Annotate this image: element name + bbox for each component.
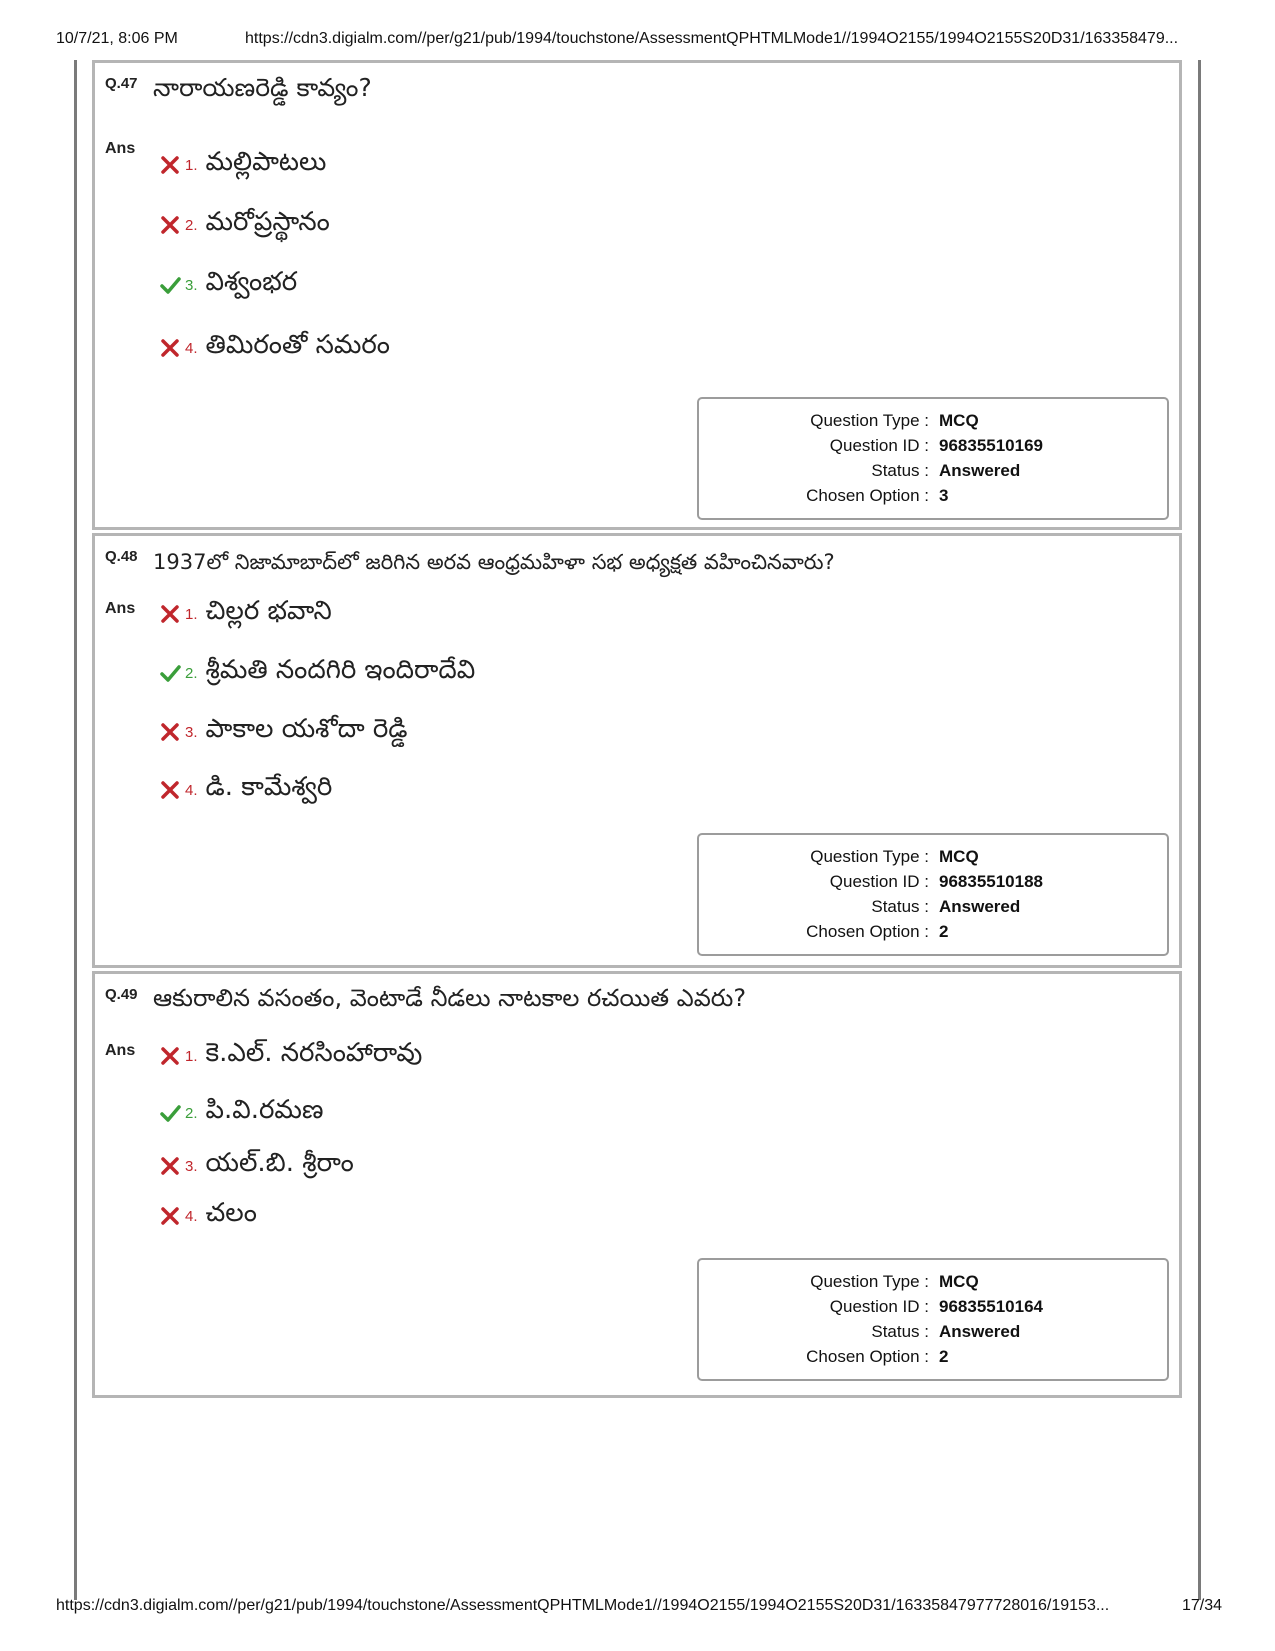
- option-4: [159, 1199, 257, 1233]
- question-number: Q.47: [105, 75, 138, 92]
- cross-icon: [159, 214, 181, 236]
- question-panel-49: [92, 971, 1182, 1398]
- page-number: 17/34: [1182, 1597, 1223, 1614]
- question-text: 1937లో నిజామాబాద్‌లో జరిగిన అరవ ఆంధ్రమహిళా సభ అధ్యక్షత వహించినవారు?: [153, 550, 835, 574]
- page-right-border: [1198, 60, 1201, 1600]
- print-header-url: https://cdn3.digialm.com//per/g21/pub/1994/touchstone/AssessmentQPHTMLMode1//1994O2155/1994O2155S20D31/163358479...: [245, 30, 1179, 47]
- chosen-option-value: 2: [939, 1347, 949, 1366]
- question-type-label: Question Type :: [810, 847, 929, 866]
- option-text: చిల్లర భవాని: [205, 596, 332, 626]
- question-number: Q.49: [105, 986, 138, 1003]
- option-2: [159, 656, 475, 690]
- status-value: Answered: [939, 897, 1021, 916]
- check-icon: [159, 274, 181, 296]
- question-type-value: MCQ: [939, 1272, 979, 1291]
- question-id-label: Question ID :: [829, 436, 929, 455]
- option-text: శ్రీమతి నందగిరి ఇందిరాదేవి: [205, 655, 476, 685]
- option-text: పి.వి.రమణ: [205, 1095, 324, 1125]
- question-id-label: Question ID :: [829, 872, 929, 891]
- question-id-label: Question ID :: [829, 1297, 929, 1316]
- question-text: నారాయణరెడ్డి కావ్యం?: [153, 73, 372, 102]
- option-number: 3.: [185, 723, 198, 741]
- chosen-option-label: Chosen Option :: [806, 1347, 929, 1366]
- cross-icon: [159, 779, 181, 801]
- question-id-value: 96835510164: [939, 1297, 1044, 1316]
- chosen-option-label: Chosen Option :: [806, 922, 929, 941]
- cross-icon: [159, 1045, 181, 1067]
- option-text: డి. కామేశ్వరి: [205, 772, 333, 802]
- status-label: Status :: [871, 897, 929, 916]
- option-1: [159, 148, 326, 182]
- print-datetime: 10/7/21, 8:06 PM: [56, 30, 178, 47]
- option-text: కె.ఎల్. నరసింహారావు: [205, 1038, 423, 1068]
- option-number: 1.: [185, 1047, 198, 1065]
- check-icon: [159, 1102, 181, 1124]
- cross-icon: [159, 721, 181, 743]
- option-1: [159, 1039, 422, 1073]
- status-label: Status :: [871, 1322, 929, 1341]
- cross-icon: [159, 603, 181, 625]
- option-4: [159, 331, 390, 365]
- option-number: 4.: [185, 1207, 198, 1225]
- question-info-box: [697, 397, 1169, 520]
- question-type-label: Question Type :: [810, 411, 929, 430]
- page-left-border: [74, 60, 77, 1600]
- option-text: మరోప్రస్థానం: [205, 207, 330, 237]
- option-text: చలం: [205, 1198, 257, 1228]
- question-text: ఆకురాలిన వసంతం, వెంటాడే నీడలు నాటకాల రచయిత ఎవరు?: [153, 984, 747, 1012]
- option-text: విశ్వంభర: [205, 267, 298, 297]
- option-text: మల్లిపాటలు: [205, 147, 327, 177]
- chosen-option-value: 3: [939, 486, 949, 505]
- question-panel-48: [92, 533, 1182, 968]
- question-type-label: Question Type :: [810, 1272, 929, 1291]
- status-label: Status :: [871, 461, 929, 480]
- chosen-option-label: Chosen Option :: [806, 486, 929, 505]
- cross-icon: [159, 337, 181, 359]
- question-id-value: 96835510169: [939, 436, 1044, 455]
- cross-icon: [159, 1155, 181, 1177]
- question-number: Q.48: [105, 548, 138, 565]
- option-number: 4.: [185, 339, 198, 357]
- cross-icon: [159, 1205, 181, 1227]
- ans-label: Ans: [105, 1042, 136, 1059]
- option-1: [159, 597, 332, 631]
- option-number: 3.: [185, 276, 198, 294]
- option-number: 1.: [185, 156, 198, 174]
- question-type-value: MCQ: [939, 411, 979, 430]
- cross-icon: [159, 154, 181, 176]
- option-number: 2.: [185, 664, 198, 682]
- question-id-value: 96835510188: [939, 872, 1044, 891]
- option-2: [159, 208, 330, 242]
- option-number: 3.: [185, 1157, 198, 1175]
- option-3: [159, 268, 297, 302]
- check-icon: [159, 662, 181, 684]
- option-2: [159, 1096, 323, 1130]
- option-number: 2.: [185, 216, 198, 234]
- question-panel-47: [92, 60, 1182, 530]
- option-number: 2.: [185, 1104, 198, 1122]
- question-info-box: [697, 833, 1169, 956]
- question-type-value: MCQ: [939, 847, 979, 866]
- print-footer-url: https://cdn3.digialm.com//per/g21/pub/1994/touchstone/AssessmentQPHTMLMode1//1994O2155/1994O2155S20D31/16335847977728016/19153...: [56, 1597, 1110, 1614]
- option-number: 1.: [185, 605, 198, 623]
- status-value: Answered: [939, 1322, 1021, 1341]
- option-number: 4.: [185, 781, 198, 799]
- option-3: [159, 715, 408, 749]
- option-text: పాకాల యశోదా రెడ్డి: [205, 714, 408, 744]
- ans-label: Ans: [105, 600, 136, 617]
- question-info-box: [697, 1258, 1169, 1381]
- option-3: [159, 1149, 354, 1183]
- status-value: Answered: [939, 461, 1021, 480]
- option-4: [159, 773, 332, 807]
- chosen-option-value: 2: [939, 922, 949, 941]
- option-text: యల్.బి. శ్రీరాం: [205, 1148, 354, 1178]
- option-text: తిమిరంతో సమరం: [205, 330, 390, 360]
- ans-label: Ans: [105, 140, 136, 157]
